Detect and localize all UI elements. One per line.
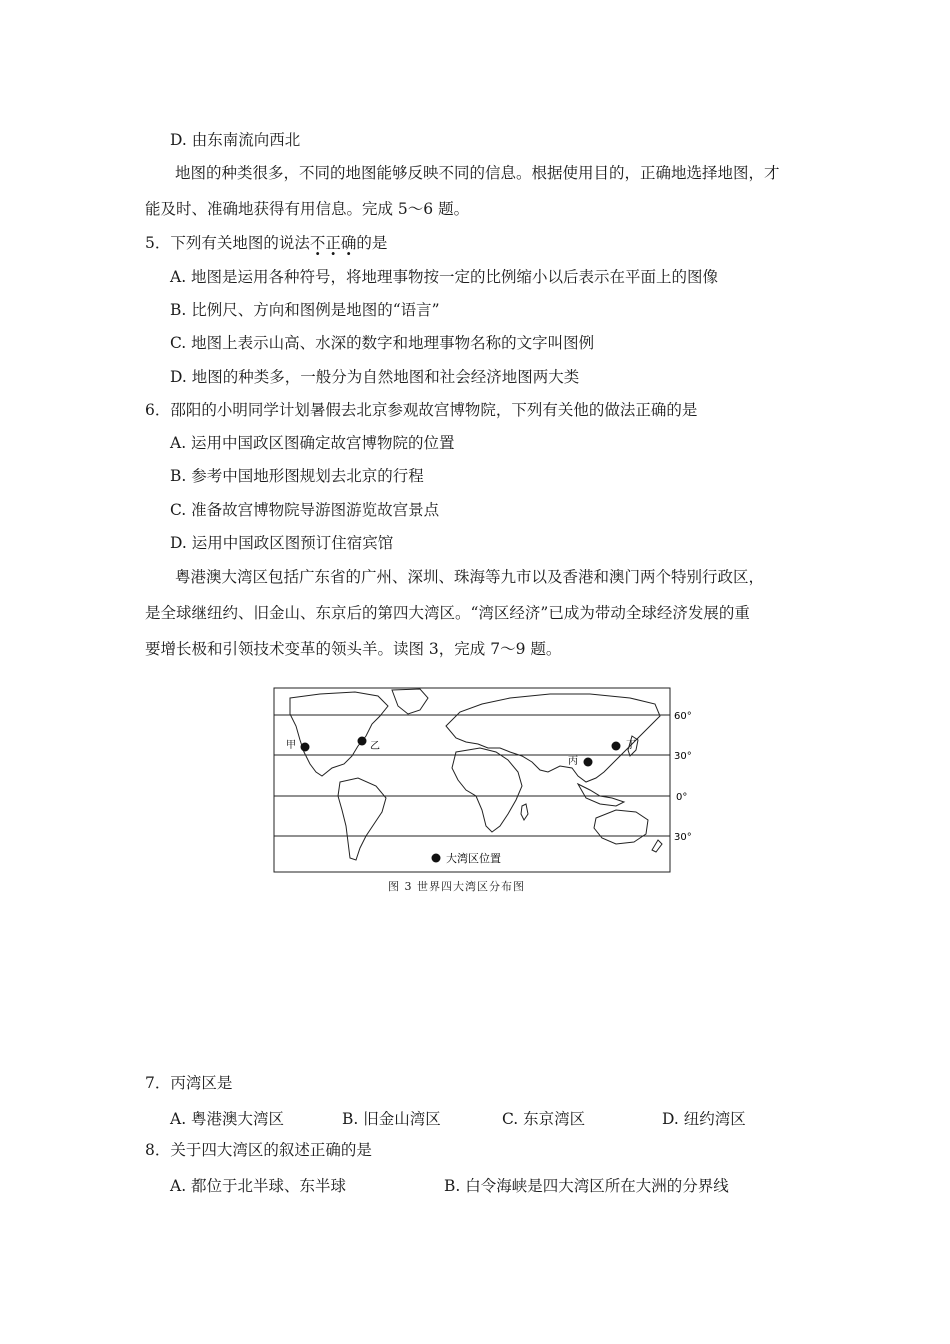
eurasia-shape: [446, 694, 660, 782]
point-yi-label: 乙: [370, 741, 380, 752]
intro-7-9-line3: 要增长极和引领技术变革的领头羊。读图 3，完成 7～9 题。: [145, 640, 562, 658]
south-america-shape: [338, 778, 386, 860]
q7-option-c: C. 东京湾区: [502, 1110, 586, 1128]
lat-label-30s: 30°: [674, 832, 692, 843]
lat-label-60: 60°: [674, 711, 692, 722]
lat-label-0: 0°: [676, 792, 688, 803]
map-frame: [274, 688, 670, 872]
q5-emph-1: 不: [309, 234, 326, 252]
q7-option-d: D. 纽约湾区: [662, 1110, 746, 1128]
north-america-shape: [290, 692, 388, 776]
q8-option-b: B. 白令海峡是四大湾区所在大洲的分界线: [444, 1177, 729, 1195]
lat-label-30n: 30°: [674, 751, 692, 762]
q5-emph-3: 确: [340, 234, 357, 252]
q5-option-c: C. 地图上表示山高、水深的数字和地理事物名称的文字叫图例: [170, 334, 595, 352]
q6-option-a: A. 运用中国政区图确定故宫博物院的位置: [170, 434, 455, 452]
q5-stem-suffix: 的是: [356, 234, 388, 252]
q5-stem: [145, 233, 387, 253]
q7-option-b: B. 旧金山湾区: [342, 1110, 441, 1128]
intro-5-6-line2: 能及时、准确地获得有用信息。完成 5～6 题。: [145, 200, 470, 218]
figure-caption: 图 3 世界四大湾区分布图: [388, 880, 525, 893]
q8-options: [0, 1174, 950, 1196]
q7-options: [0, 1107, 950, 1129]
world-bay-areas-map: [260, 686, 700, 876]
point-bing-label: 丙: [568, 756, 578, 767]
q8-stem: 8．关于四大湾区的叙述正确的是: [145, 1141, 372, 1159]
legend-marker: [432, 854, 441, 863]
greenland-shape: [392, 689, 428, 714]
q5-option-a: A. 地图是运用各种符号，将地理事物按一定的比例缩小以后表示在平面上的图像: [170, 268, 719, 286]
madagascar-shape: [521, 804, 528, 820]
point-jia-label: 甲: [286, 740, 296, 751]
q6-option-d: D. 运用中国政区图预订住宿宾馆: [170, 534, 394, 552]
q4-option-d: D. 由东南流向西北: [170, 131, 301, 149]
legend-label: 大湾区位置: [446, 852, 501, 865]
point-yi-marker: [358, 737, 367, 746]
intro-7-9-line1: 粤港澳大湾区包括广东省的广州、深圳、珠海等九市以及香港和澳门两个特别行政区，: [175, 568, 765, 586]
africa-shape: [452, 748, 522, 832]
q7-option-a: A. 粤港澳大湾区: [170, 1110, 285, 1128]
point-ding-label: 丁: [626, 740, 636, 751]
southeast-asia-islands: [578, 784, 624, 806]
q8-option-a: A. 都位于北半球、东半球: [170, 1177, 347, 1195]
new-zealand-shape: [652, 840, 662, 852]
intro-7-9-line2: 是全球继纽约、旧金山、东京后的第四大湾区。“湾区经济”已成为带动全球经济发展的重: [145, 604, 750, 622]
point-bing-marker: [584, 758, 593, 767]
q6-option-b: B. 参考中国地形图规划去北京的行程: [170, 467, 424, 485]
point-ding-marker: [612, 742, 621, 751]
q5-stem-prefix: 5．下列有关地图的说法: [145, 234, 310, 252]
q6-option-c: C. 准备故宫博物院导游图游览故宫景点: [170, 501, 440, 519]
q5-option-d: D. 地图的种类多，一般分为自然地图和社会经济地图两大类: [170, 368, 580, 386]
q7-stem: 7．丙湾区是: [145, 1074, 233, 1092]
intro-5-6-line1: 地图的种类很多，不同的地图能够反映不同的信息。根据使用目的，正确地选择地图，才: [175, 164, 780, 182]
point-jia-marker: [301, 743, 310, 752]
australia-shape: [594, 810, 648, 844]
q6-stem: 6．邵阳的小明同学计划暑假去北京参观故宫博物院，下列有关他的做法正确的是: [145, 401, 698, 419]
q5-option-b: B. 比例尺、方向和图例是地图的“语言”: [170, 301, 440, 319]
q5-emph-2: 正: [325, 234, 341, 252]
